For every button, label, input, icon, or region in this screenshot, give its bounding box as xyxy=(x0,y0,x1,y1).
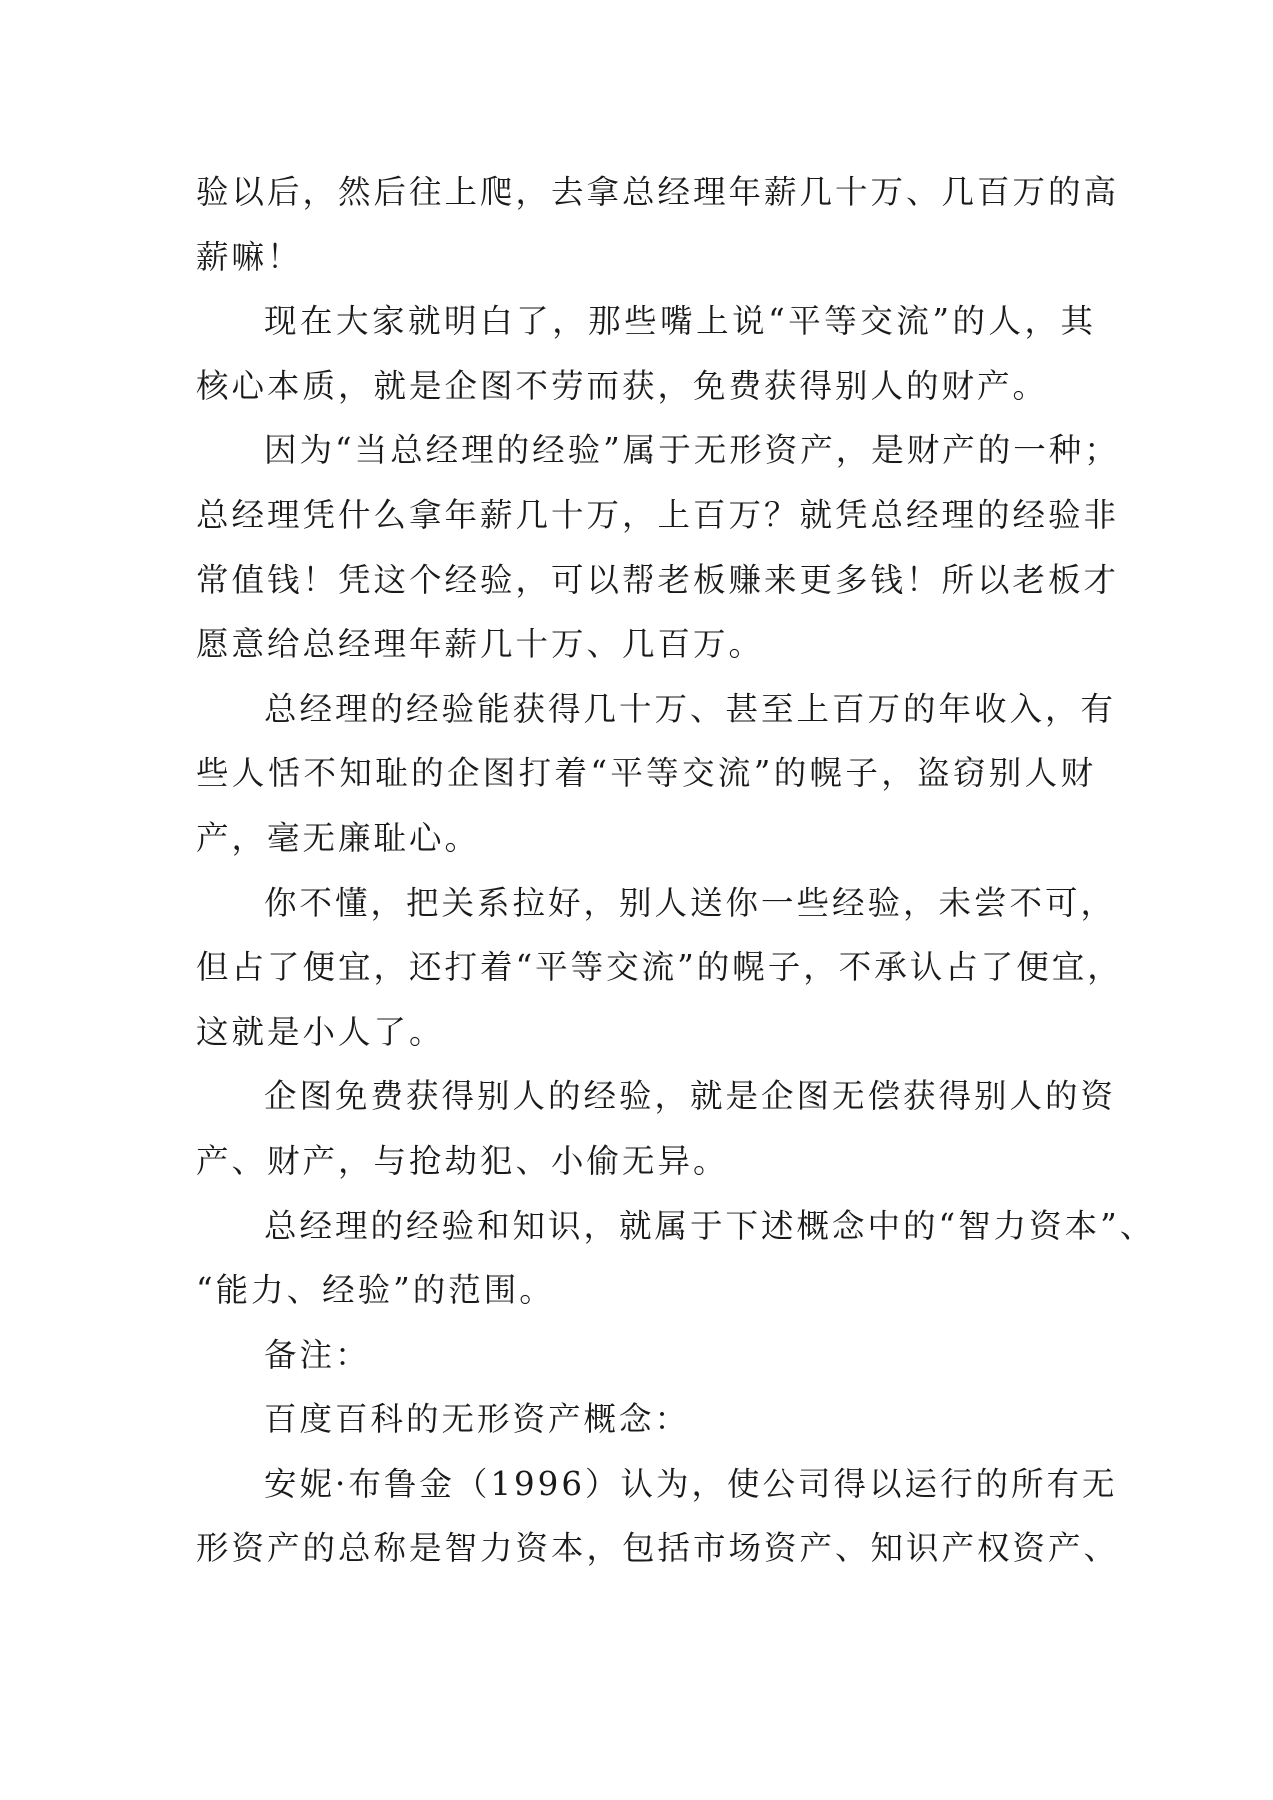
text-line: 愿意给总经理年薪几十万、几百万。 xyxy=(196,625,765,664)
text-line: “能力、经验”的范围。 xyxy=(196,1271,555,1310)
text-line: 总经理的经验和知识，就属于下述概念中的“智力资本”、 xyxy=(264,1206,1156,1245)
text-line: 总经理凭什么拿年薪几十万，上百万？就凭总经理的经验非 xyxy=(196,495,1120,534)
text-line: 备注： xyxy=(264,1335,371,1374)
text-line: 核心本质，就是企图不劳而获，免费获得别人的财产。 xyxy=(196,366,1049,405)
text-line: 验以后，然后往上爬，去拿总经理年薪几十万、几百万的高 xyxy=(196,173,1120,211)
text-line: 总经理的经验能获得几十万、甚至上百万的年收入，有 xyxy=(264,689,1117,728)
text-line: 因为“当总经理的经验”属于无形资产，是财产的一种； xyxy=(264,431,1120,470)
text-line: 形资产的总称是智力资本，包括市场资产、知识产权资产、 xyxy=(196,1529,1120,1568)
text-line: 安妮·布鲁金（1996）认为，使公司得以运行的所有无 xyxy=(264,1464,1118,1503)
text-line: 百度百科的无形资产概念： xyxy=(264,1400,691,1439)
text-line: 产，毫无廉耻心。 xyxy=(196,818,481,857)
text-line: 些人恬不知耻的企图打着“平等交流”的幌子，盗窃别人财 xyxy=(196,754,1096,793)
text-line: 企图免费获得别人的经验，就是企图无偿获得别人的资 xyxy=(264,1077,1117,1116)
text-line: 你不懂，把关系拉好，别人送你一些经验，未尝不可， xyxy=(264,883,1117,922)
text-line: 现在大家就明白了，那些嘴上说“平等交流”的人，其 xyxy=(264,302,1096,341)
text-line: 常值钱！凭这个经验，可以帮老板赚来更多钱！所以老板才 xyxy=(196,560,1120,599)
text-line: 薪嘛！ xyxy=(196,237,303,276)
text-line: 产、财产，与抢劫犯、小偷无异。 xyxy=(196,1141,729,1180)
document-body xyxy=(196,160,1156,1581)
text-line: 但占了便宜，还打着“平等交流”的幌子，不承认占了便宜， xyxy=(196,948,1123,987)
text-line: 这就是小人了。 xyxy=(196,1012,445,1051)
